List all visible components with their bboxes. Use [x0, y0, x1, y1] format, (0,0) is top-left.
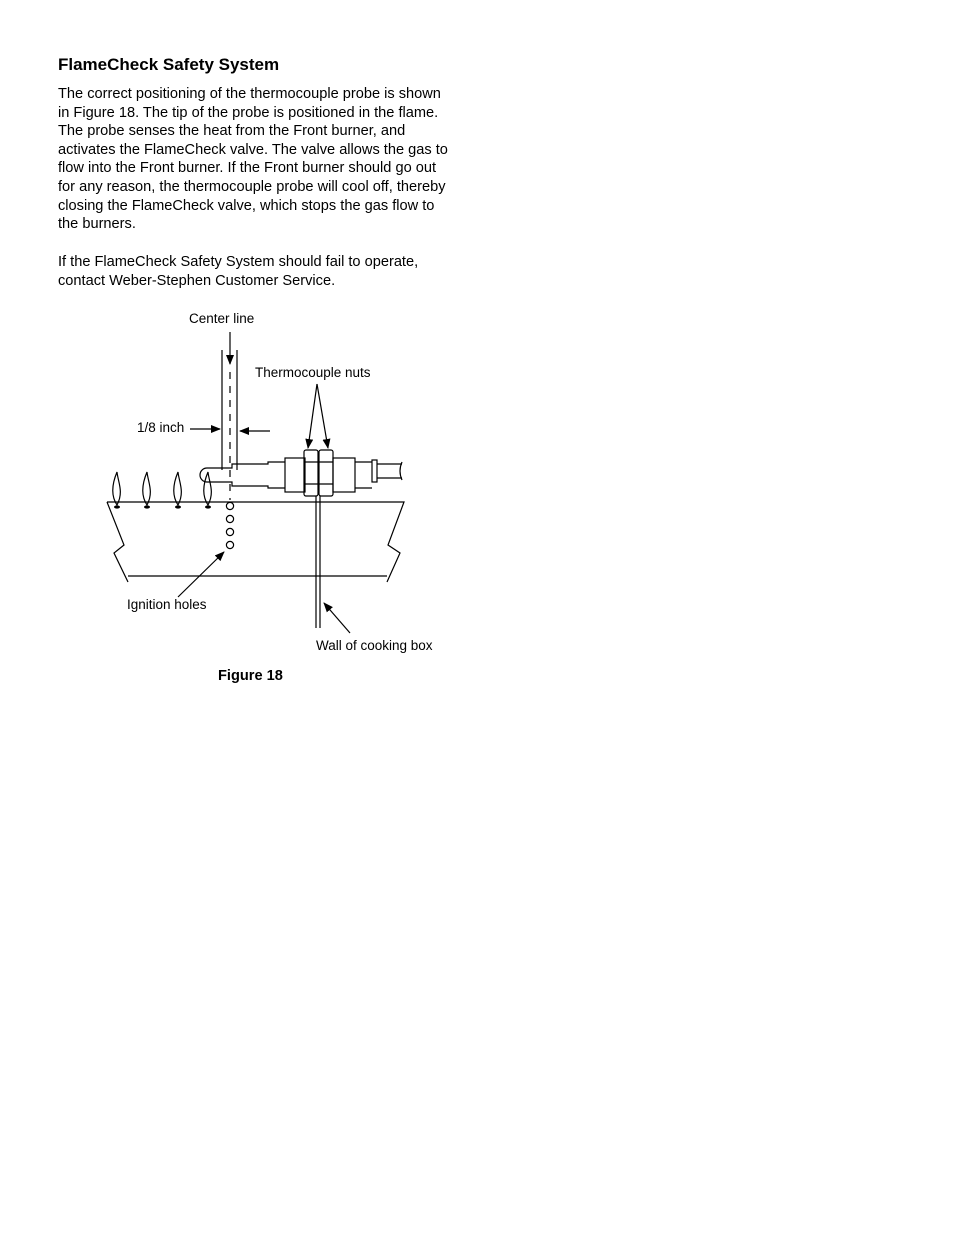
label-center-line: Center line	[189, 311, 255, 326]
label-thermocouple-nuts: Thermocouple nuts	[255, 365, 371, 380]
thermocouple-diagram	[0, 0, 520, 700]
ignition-hole-4	[226, 541, 233, 548]
ignition-hole-1	[226, 502, 233, 509]
flame-1	[113, 472, 120, 505]
label-ignition-holes: Ignition holes	[127, 597, 207, 612]
burner-tube	[107, 502, 404, 582]
probe-housing	[285, 458, 305, 492]
figure-caption: Figure 18	[218, 668, 283, 684]
probe-tip	[200, 468, 207, 482]
probe-body	[207, 462, 285, 488]
label-eighth-inch: 1/8 inch	[137, 420, 185, 435]
nut-arrow-right	[317, 384, 328, 448]
nut-left	[304, 450, 318, 496]
flame-3	[174, 472, 181, 505]
wall-arrow	[324, 603, 350, 633]
label-wall-of-cooking-box: Wall of cooking box	[316, 638, 433, 653]
ignition-hole-3	[226, 528, 233, 535]
thermocouple-tube	[377, 464, 402, 478]
ignition-hole-2	[226, 515, 233, 522]
flame-4	[204, 472, 211, 505]
body-paragraph-1: The correct positioning of the thermocouple probe is shown in Figure 18. The tip of the probe is positioned in the flame. The probe senses the heat from the Front burner, and activates the FlameCheck valve. The valve allows the gas to flow into the Front burner. If the Front burner should go out for any reason, the thermocouple probe will cool off, thereby closing the FlameCheck valve, which stops the gas flow to the burners.	[58, 86, 448, 233]
flame-2	[143, 472, 150, 505]
nut-arrow-left	[308, 384, 317, 448]
body-paragraph-2: If the FlameCheck Safety System should fail to operate, contact Weber-Stephen Customer Service.	[58, 254, 419, 289]
probe-housing-rear	[333, 458, 355, 492]
section-heading: FlameCheck Safety System	[58, 55, 280, 74]
ignition-holes-arrow	[178, 552, 224, 597]
nut-right	[319, 450, 333, 496]
